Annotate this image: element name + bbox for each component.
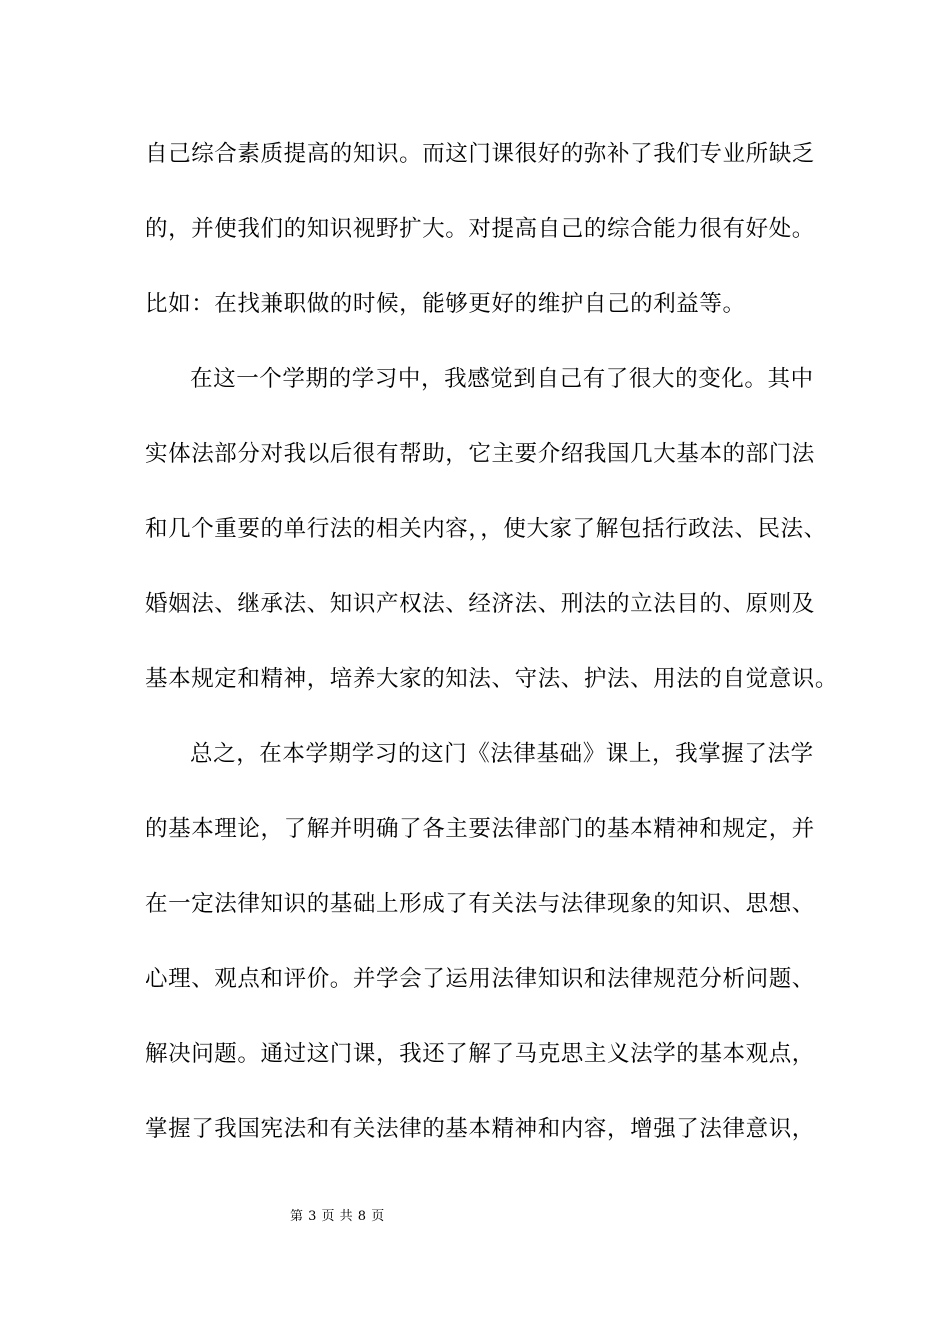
- text-line-10: 的基本理论，了解并明确了各主要法律部门的基本精神和规定，并: [145, 816, 815, 842]
- text-line-6: 和几个重要的单行法的相关内容，，使大家了解包括行政法、民法、: [145, 516, 827, 542]
- text-line-5: 实体法部分对我以后很有帮助，它主要介绍我国几大基本的部门法: [145, 441, 815, 467]
- text-line-9: 总之，在本学期学习的这门《法律基础》课上，我掌握了法学: [190, 741, 814, 767]
- text-line-4: 在这一个学期的学习中，我感觉到自己有了很大的变化。其中: [190, 366, 814, 392]
- text-line-11: 在一定法律知识的基础上形成了有关法与法律现象的知识、思想、: [145, 891, 815, 917]
- page-footer: [0, 1208, 950, 1226]
- text-line-2: 的，并使我们的知识视野扩大。对提高自己的综合能力很有好处。: [145, 216, 815, 242]
- text-line-14: 掌握了我国宪法和有关法律的基本精神和内容，增强了法律意识，: [145, 1116, 815, 1142]
- text-line-12: 心理、观点和评价。并学会了运用法律知识和法律规范分析问题、: [145, 966, 815, 992]
- text-line-7: 婚姻法、继承法、知识产权法、经济法、刑法的立法目的、原则及: [145, 591, 815, 617]
- page-number-text: 第 3 页 共 8 页: [290, 1209, 385, 1224]
- text-line-13: 解决问题。通过这门课，我还了解了马克思主义法学的基本观点，: [145, 1041, 815, 1067]
- text-line-1: 自己综合素质提高的知识。而这门课很好的弥补了我们专业所缺乏: [145, 141, 815, 167]
- text-line-3: 比如：在找兼职做的时候，能够更好的维护自己的利益等。: [145, 291, 746, 317]
- text-line-8: 基本规定和精神，培养大家的知法、守法、护法、用法的自觉意识。: [145, 666, 839, 692]
